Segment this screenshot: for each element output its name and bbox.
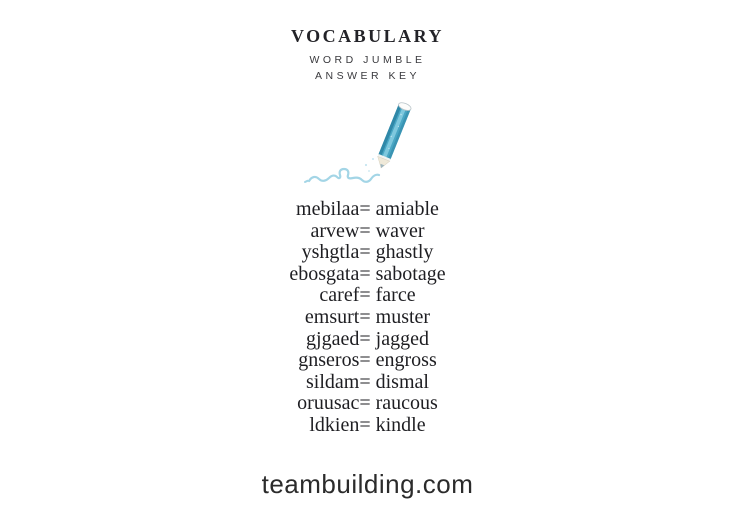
header <box>0 26 735 82</box>
answer-key-row: arvew= waver <box>310 219 425 242</box>
answer-key-row: oruusac= raucous <box>297 392 438 415</box>
answer-key-row: sildam= dismal <box>306 370 429 393</box>
subtitle-word-jumble: WORD JUMBLE <box>309 54 426 66</box>
footer-site-name: teambuilding.com <box>261 469 474 499</box>
pencil-scribble-svg <box>303 95 418 190</box>
subtitle-answer-key: ANSWER KEY <box>314 70 420 82</box>
answer-key-row: yshgtla= ghastly <box>301 241 434 264</box>
answer-key-list <box>0 199 735 437</box>
answer-key-row: ldkien= kindle <box>309 413 426 436</box>
page-title: VOCABULARY <box>290 26 444 46</box>
scribble-line <box>305 158 379 182</box>
answer-key-row: ebosgata= sabotage <box>289 262 446 285</box>
pencil-illustration <box>303 95 418 190</box>
answer-key-row: emsurt= muster <box>304 305 431 328</box>
answer-key-row: gnseros= engross <box>298 349 437 372</box>
answer-key-row: gjgaed= jagged <box>306 327 429 350</box>
answer-key-row: mebilaa= amiable <box>296 198 439 220</box>
pencil-icon <box>374 101 412 170</box>
answer-key-row: caref= farce <box>319 284 416 307</box>
